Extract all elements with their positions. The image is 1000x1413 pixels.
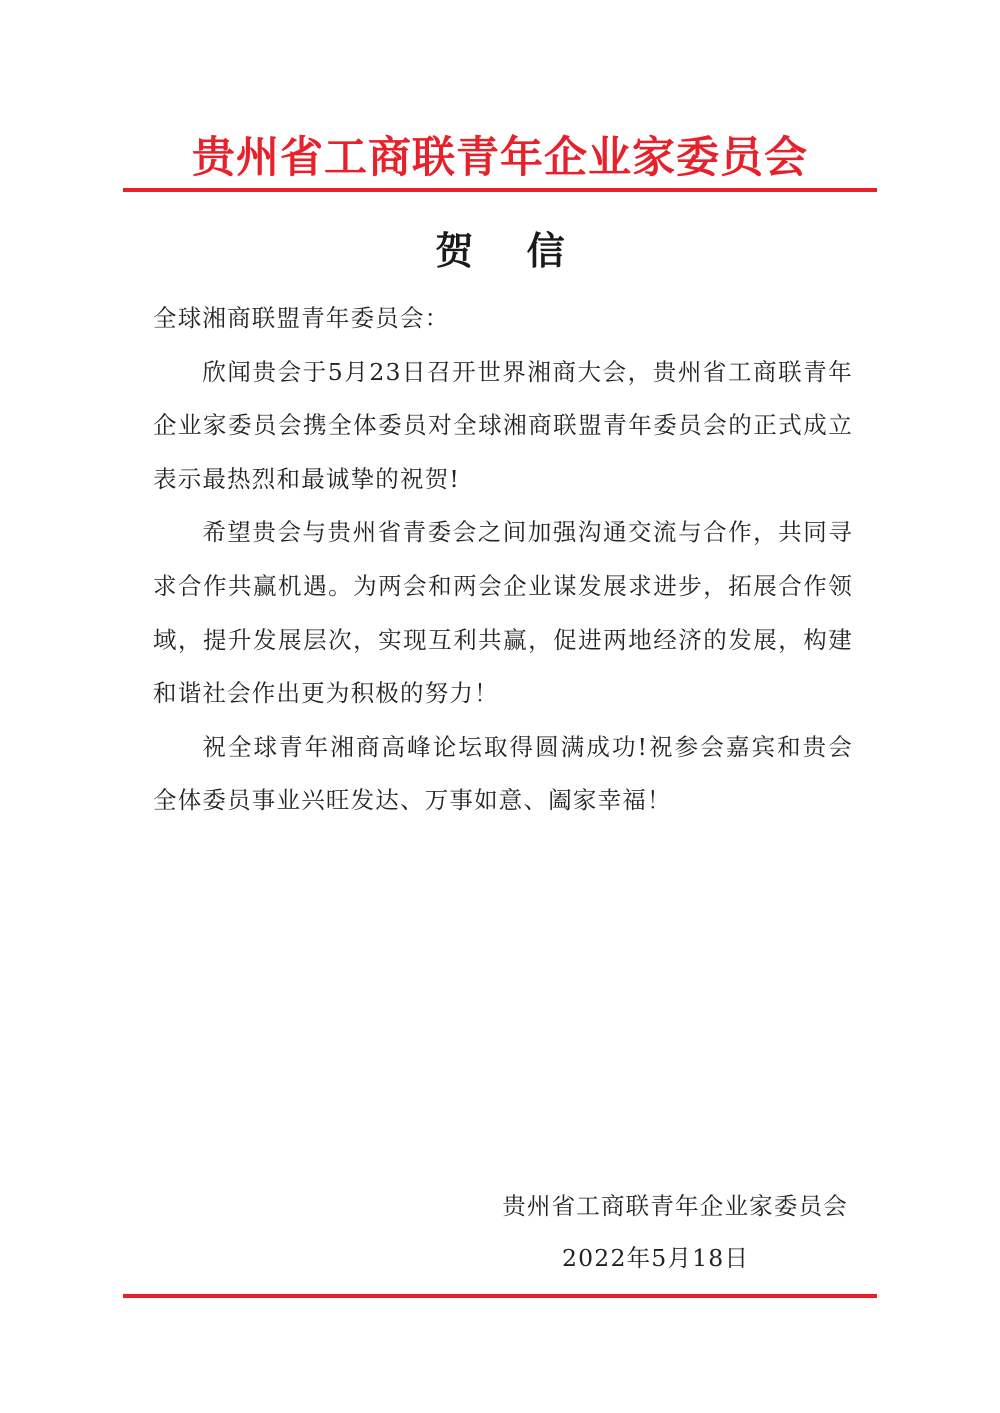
paragraph: 欣闻贵会于5月23日召开世界湘商大会，贵州省工商联青年企业家委员会携全体委员对全球湘商联盟青年委员会的正式成立表示最热烈和最诚挚的祝贺!: [153, 357, 853, 493]
salutation: 全球湘商联盟青年委员会：: [153, 304, 450, 332]
signature-date: 2022年5月18日: [562, 1244, 750, 1272]
letter-title: 贺 信: [435, 228, 565, 273]
paragraph: 祝全球青年湘商高峰论坛取得圆满成功!祝参会嘉宾和贵会全体委员事业兴旺发达、万事如意、阖家幸福！: [153, 732, 853, 815]
letterhead-top-rule: [123, 188, 877, 192]
signature-block: [440, 1180, 848, 1284]
letter-body: [153, 292, 853, 828]
signature-org: 贵州省工商联青年企业家委员会: [502, 1192, 848, 1220]
letterhead-title: 贵州省工商联青年企业家委员会: [192, 133, 808, 183]
footer-rule: [123, 1294, 877, 1298]
paragraph: 希望贵会与贵州省青委会之间加强沟通交流与合作，共同寻求合作共赢机遇。为两会和两会企业谋发展求进步，拓展合作领域，提升发展层次，实现互利共赢，促进两地经济的发展，构建和谐社会作出更为积极的努力！: [153, 518, 853, 708]
